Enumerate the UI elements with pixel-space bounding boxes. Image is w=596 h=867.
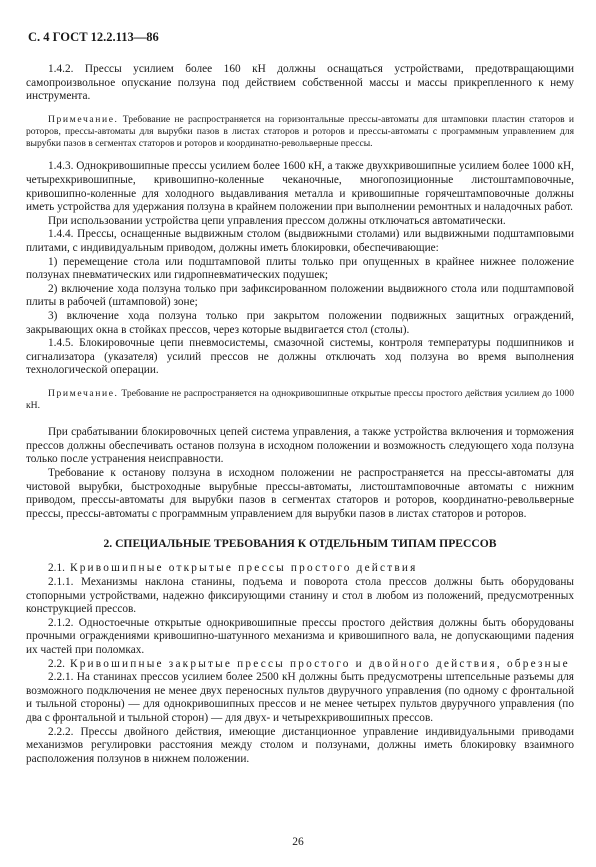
paragraph-1-4-2: 1.4.2. Прессы усилием более 160 кН должны оснащаться устройствами, предотвращающими самопроизвольное опускание ползуна под действием собственной массы и массы прикрепленного к нему инструмента. [26, 63, 574, 103]
page-number: 26 [292, 836, 304, 848]
note-1 [26, 114, 574, 151]
note-2 [26, 388, 574, 412]
paragraph-1-4-3: 1.4.3. Однокривошипные прессы усилием более 1600 кН, а также двухкривошипные усилием более 1000 кН, четырехкривошипные, кривошипно-коленные чеканочные, многопозиционные листоштамповочные, кривошипно-коленные для холодного выдавливания металла и кривошипные горячештамповочные должны иметь устройства для удержания ползуна в крайнем положении при выполнении ремонтных и наладочных работ. [26, 160, 574, 214]
note-text: Требование не распространяется на однокривошипные открытые прессы простого действия усилием до 1000 кН. [26, 387, 574, 412]
paragraph-text: При срабатывании блокировочных цепей система управления, а также устройства включения и торможения прессов должны обеспечивать останов ползуна в исходном положении и возможность следующего хода ползуна только после устранения неисправности. [26, 426, 574, 466]
paragraph-1-4-4: 1.4.4. Прессы, оснащенные выдвижным столом (выдвижными столами) или выдвижными подштамповыми плитами, с индивидуальным приводом, должны иметь блокировки, обеспечивающие: [26, 228, 574, 254]
paragraph-1-4-5: 1.4.5. Блокировочные цепи пневмосистемы, смазочной системы, контроля температуры подшипников и сигнализатора (указателя) усилий прессов не должны отключать ход ползуна во время выполнения технологической операции. [26, 337, 574, 377]
page-header: С. 4 ГОСТ 12.2.113—86 [28, 30, 159, 44]
subsection-title: Кривошипные открытые прессы простого действия [64, 562, 418, 575]
paragraph-2-2-2: 2.2.2. Прессы двойного действия, имеющие дистанционное управление индивидуальными приводами механизмов регулировки расстояния между столом и ползунами, должны иметь блокировку взаимного расположения ползунов в нижнем положении. [26, 725, 574, 765]
note-label: Примечание. [48, 113, 119, 125]
list-item-1: 1) перемещение стола или подштамповой плиты только при опущенных в крайнее нижнее положение ползунах пневматических или гидропневматических подушек; [26, 255, 574, 282]
paragraph-2-1-2: 2.1.2. Одностоечные открытые однокривошипные прессы простого действия должны быть оборудованы прочными ограждениями кривошипно-шатунного механизма и кривошипного вала, не допускающими падения их частей при поломках. [26, 616, 574, 657]
list-item-3: 3) включение хода ползуна только при закрытом положении подвижных защитных ограждений, закрывающих окна в стойках прессов, через которые выдвигается стол (столы). [26, 309, 574, 336]
paragraph-2-2-1: 2.2.1. На станинах прессов усилием более 2500 кН должны быть предусмотрены штепсельные разъемы для возможного подключения не менее двух переносных пультов двуручного управления (по одному с фронтальной и тыльной стороны) — для однокривошипных прессов и не менее четырех пультов двуручного управления (по два с фронтальной и тыльной сторон) — для двух- и четырехкривошипных прессов. [26, 671, 574, 724]
subsection-title: Кривошипные закрытые прессы простого и двойного действия, обрезные [64, 657, 570, 670]
subsection-number: 2.2. [48, 657, 65, 670]
list-item-2: 2) включение хода ползуна только при зафиксированном положении выдвижного стола или подштамповой плиты в рабочей (штамповой) зоне; [26, 282, 574, 309]
note-label: Примечание. [48, 387, 119, 399]
subsection-heading-2-2 [26, 658, 574, 672]
subsection-number: 2.1. [48, 562, 65, 575]
paragraph-2-1-1: 2.1.1. Механизмы наклона станины, подъема и поворота стола прессов должны быть оборудованы стопорными устройствами, надежно фиксирующими станину и стол в любом из положений, предусмотренных конструкцией прессов. [26, 576, 574, 616]
subsection-heading-2-1 [26, 562, 574, 576]
paragraph-text: Требование к останову ползуна в исходном положении не распространяется на прессы-автоматы для чистовой вырубки, быстроходные вырубные прессы-автоматы, листоштамповочные автоматы с нижним приводом, прессы-автоматы для вырубки пазов в сегментах статоров и роторов, координатно-револьверные прессы, прессы-автоматы с программным управлением для вырубки пазов в листах статоров и роторов. [26, 467, 574, 520]
section-heading: 2. СПЕЦИАЛЬНЫЕ ТРЕБОВАНИЯ К ОТДЕЛЬНЫМ ТИПАМ ПРЕССОВ [103, 537, 497, 551]
paragraph-text: При использовании устройства цепи управления прессом должны отключаться автоматически. [48, 214, 506, 227]
note-text: Требование не распространяется на горизонтальные прессы-автоматы для штамповки пластин статоров и роторов, прессы-автоматы для вырубки пазов в листах статоров и роторов и прессы-автоматы с программным управлением для вырубки пазов в сегментах статоров и роторов и координатно-револьверные прессы. [26, 113, 574, 150]
